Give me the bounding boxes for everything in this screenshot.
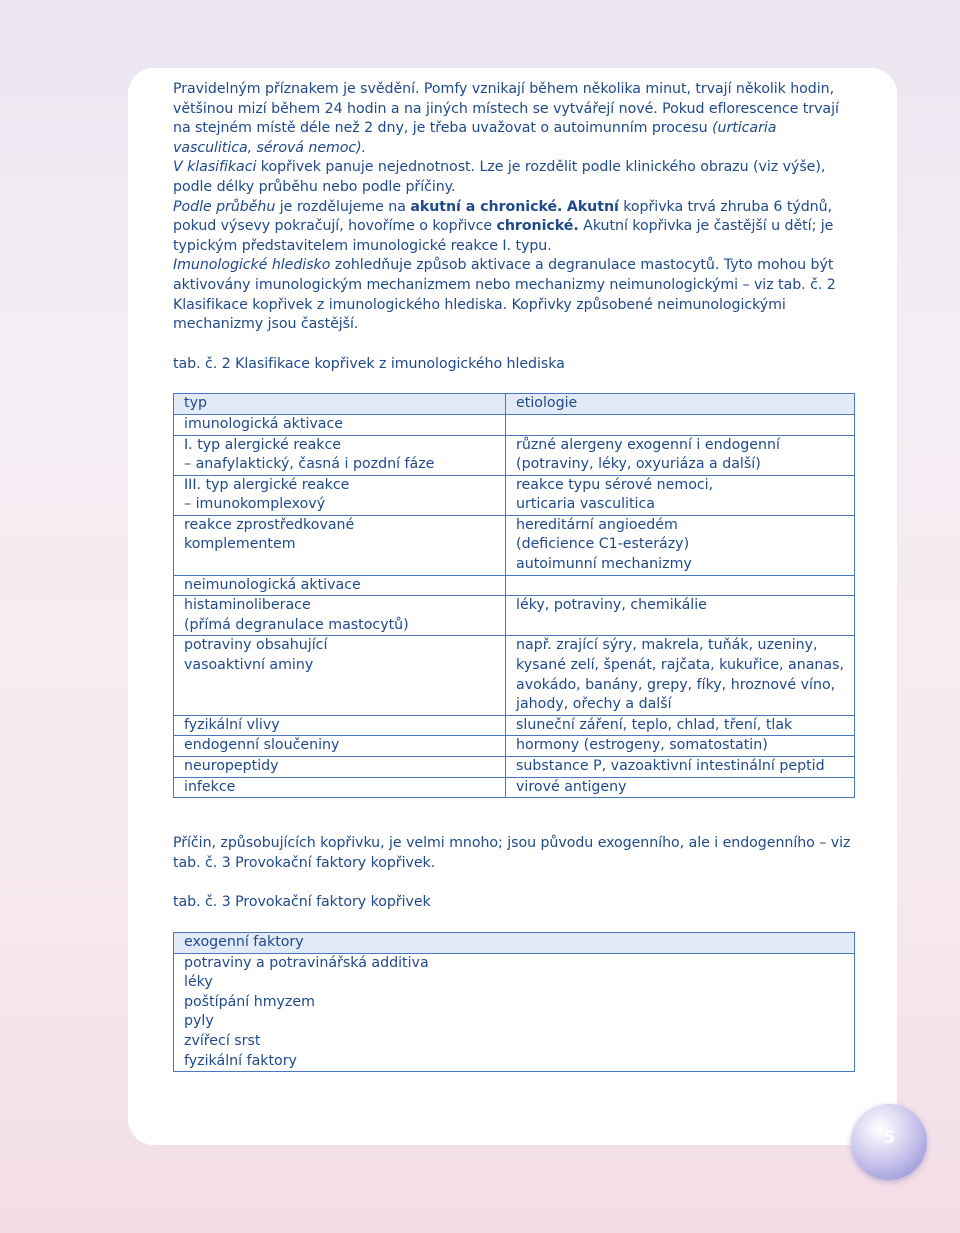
cell-text: např. zrající sýry, makrela, tuňák, uzeniny, (516, 637, 818, 654)
table-row (174, 736, 855, 757)
cell-text: různé alergeny exogenní i endogenní (516, 436, 780, 453)
cell-text: histaminoliberace (184, 597, 311, 614)
paragraph-text: kopřivek panuje nejednotnost. Lze je rozdělit podle klinického obrazu (viz výše), podle délky průběhu nebo podle příčiny. (173, 159, 826, 195)
table-cell-etiology (506, 777, 855, 798)
list-item: pyly (184, 1013, 214, 1030)
page-number-badge (851, 1104, 927, 1180)
table-row (174, 757, 855, 778)
cell-text: (přímá degranulace mastocytů) (184, 616, 409, 633)
table-row (174, 515, 855, 575)
paragraph-bold: Akutní (566, 198, 619, 215)
cell-text: fyzikální vlivy (184, 716, 280, 733)
spacer (516, 415, 844, 435)
table-cell (174, 953, 855, 1072)
paragraph-text: Pravidelným příznakem je svědění. Pomfy vznikají během několika minut, trvají několik hodin, většinou mizí během 24 hodin a na jiných místech se vytvářejí nové. Pokud eflorescence trvají na stejném místě déle než 2 dny, je třeba uvažovat o autoimunním procesu (173, 81, 839, 137)
cell-text: léky, potraviny, chemikálie (516, 597, 707, 614)
cell-text: hormony (estrogeny, somatostatin) (516, 737, 768, 754)
table-cell-etiology (506, 715, 855, 736)
cell-text: vasoaktivní aminy (184, 657, 314, 674)
cell-text: kysané zelí, špenát, rajčata, kukuřice, ananas, (516, 657, 844, 674)
table-cell-type (174, 515, 506, 575)
paragraph-classification (173, 158, 855, 197)
table-header-row (174, 932, 855, 953)
cell-text: I. typ alergické reakce (184, 436, 342, 453)
table-cell-etiology (506, 636, 855, 715)
table-cell-etiology (506, 736, 855, 757)
cell-text: hereditární angioedém (516, 516, 678, 533)
table-cell-etiology (506, 515, 855, 575)
paragraph-immunology (173, 256, 855, 334)
table-cell-type (174, 777, 506, 798)
table-cell-type (174, 596, 506, 636)
cell-text: – anafylaktický, časná i pozdní fáze (184, 456, 435, 473)
paragraph-bold: akutní a chronické. (410, 198, 563, 215)
paragraph-text: zohledňuje způsob aktivace a degranulace mastocytů. Tyto mohou být aktivovány imunologickým mechanizmem nebo mechanizmy neimunologickými – viz tab. č. 2 Klasifikace kopřivek z imunologického hlediska. Kopřivky způsobené neimunologickými mechanizmy jsou častější. (173, 257, 836, 333)
list-item: poštípání hmyzem (184, 993, 315, 1010)
table-row (174, 596, 855, 636)
paragraph-bold: chronické. (496, 218, 579, 235)
table-header-type: typ (174, 394, 506, 415)
page-content (173, 80, 855, 1072)
section-title: neimunologická aktivace (184, 576, 361, 593)
cell-text: autoimunní mechanizmy (516, 556, 692, 573)
section-title: imunologická aktivace (184, 415, 343, 432)
cell-text: potraviny obsahující (184, 637, 328, 654)
table-row (174, 414, 855, 435)
cell-text: infekce (184, 778, 236, 795)
list-item: léky (184, 974, 213, 991)
cell-text: – imunokomplexový (184, 496, 326, 513)
table-cell-type (174, 636, 506, 715)
cell-text: avokádo, banány, grepy, fíky, hroznové víno, (516, 676, 836, 693)
table-cell-etiology (506, 757, 855, 778)
provocation-factors-table (173, 932, 855, 1072)
table-header-row (174, 394, 855, 415)
page-number: 5 (883, 1128, 895, 1148)
paragraph-text: Akutní kopřivka je častější u dětí; je typickým představitelem imunologické reakce I. typu. (173, 218, 834, 254)
paragraph-causes: Příčin, způsobujících kopřivku, je velmi mnoho; jsou původu exogenního, ale i endogenního – viz tab. č. 3 Provokační faktory kopřivek. (173, 835, 851, 871)
cell-text: neuropeptidy (184, 758, 279, 774)
paragraph-text: je rozdělujeme na (275, 198, 411, 215)
table-cell (174, 575, 506, 596)
table-header-cell: exogenní faktory (174, 932, 855, 953)
table-row (174, 953, 855, 1072)
table-cell-etiology (506, 596, 855, 636)
table-cell (174, 414, 506, 435)
cell-text: sluneční záření, teplo, chlad, tření, tlak (516, 716, 793, 733)
table-cell-type (174, 757, 506, 778)
paragraph-text: kopřivka trvá zhruba 6 týdnů, pokud výsevy pokračují, hovoříme o kopřivce (173, 198, 833, 235)
table3-caption: tab. č. 3 Provokační faktory kopřivek (173, 894, 431, 911)
table-row (174, 475, 855, 515)
cell-text: komplementem (184, 536, 296, 553)
list-item: zvířecí srst (184, 1032, 261, 1049)
cell-text: (potraviny, léky, oxyuriáza a další) (516, 456, 761, 473)
cell-text: III. typ alergické reakce (184, 476, 350, 493)
paragraph-italic: (urticaria vasculitica, sérová nemoc). (173, 120, 777, 156)
table-row (174, 715, 855, 736)
table-row (174, 636, 855, 715)
table-row (174, 777, 855, 798)
spacer (516, 576, 844, 596)
classification-table (173, 393, 855, 798)
paragraph-italic: Podle průběhu (173, 198, 276, 215)
paragraph-italic: Imunologické hledisko (173, 257, 331, 274)
paragraph-symptoms (173, 80, 855, 158)
cell-text: reakce typu sérové nemoci, (516, 476, 714, 493)
cell-text: endogenní sloučeniny (184, 737, 340, 754)
cell-text: reakce zprostředkované (184, 516, 355, 533)
paragraph-italic: V klasifikaci (173, 159, 257, 176)
cell-text: (deficience C1-esterázy) (516, 536, 690, 553)
cell-text: virové antigeny (516, 778, 627, 795)
table-cell (506, 414, 855, 435)
table-cell-type (174, 475, 506, 515)
table-row (174, 575, 855, 596)
table-cell-etiology (506, 435, 855, 475)
table2-caption: tab. č. 2 Klasifikace kopřivek z imunologického hlediska (173, 355, 565, 372)
table-cell-etiology (506, 475, 855, 515)
table-cell-type (174, 736, 506, 757)
table-cell-type (174, 435, 506, 475)
cell-text: urticaria vasculitica (516, 496, 655, 513)
table-row (174, 435, 855, 475)
list-item: fyzikální faktory (184, 1052, 297, 1069)
table-cell (506, 575, 855, 596)
cell-text: substance P, vazoaktivní intestinální peptid (516, 758, 825, 774)
cell-text: jahody, ořechy a další (516, 696, 672, 713)
list-item: potraviny a potravinářská additiva (184, 954, 429, 971)
paragraph-course (173, 198, 855, 257)
table-cell-type (174, 715, 506, 736)
table-header-etiology: etiologie (506, 394, 855, 415)
